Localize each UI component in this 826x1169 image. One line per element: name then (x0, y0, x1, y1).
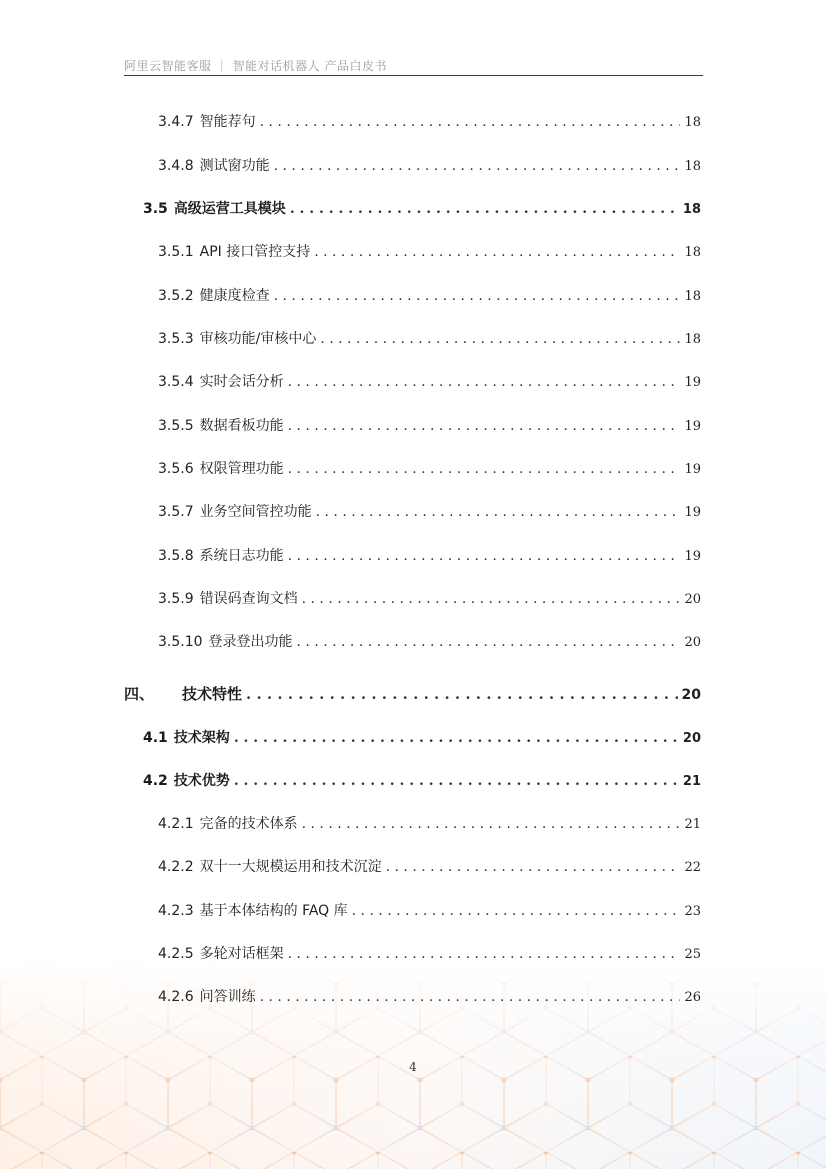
toc-entry-title: 多轮对话框架 (199, 946, 284, 962)
toc-entry-number: 3.5.5 (158, 418, 194, 434)
toc-entry-title: 登录登出功能 (208, 634, 293, 650)
toc-entry[interactable] (143, 200, 701, 219)
toc-entry[interactable] (158, 373, 701, 392)
toc-dot-leader (320, 330, 680, 348)
page-header: 阿里云智能客服 ｜ 智能对话机器人 产品白皮书 (124, 59, 387, 73)
toc-dot-leader (302, 815, 681, 833)
toc-dot-leader (290, 200, 679, 218)
toc-entry-number: 4.2.6 (158, 989, 194, 1005)
toc-entry[interactable] (158, 460, 701, 479)
page-number: 4 (409, 1060, 417, 1074)
toc-entry[interactable] (158, 815, 701, 834)
toc-entry[interactable] (158, 547, 701, 566)
toc-entry-title: 测试窗功能 (199, 158, 270, 174)
toc-dot-leader (297, 633, 681, 651)
toc-entry-number: 3.5.3 (158, 331, 194, 347)
toc-entry-number: 3.5.1 (158, 244, 194, 260)
toc-entry-number: 3.5.2 (158, 288, 194, 304)
toc-dot-leader (260, 113, 681, 131)
toc-entry-number: 3.4.7 (158, 114, 194, 130)
toc-entry[interactable] (158, 287, 701, 306)
toc-entry-title: 错误码查询文档 (199, 591, 298, 607)
toc-entry[interactable] (158, 417, 701, 436)
toc-dot-leader (288, 547, 681, 565)
toc-entry-page: 25 (684, 947, 701, 962)
toc-entry-title: 基于本体结构的 FAQ 库 (199, 903, 348, 919)
toc-entry-page: 19 (684, 549, 701, 564)
toc-entry-title: 双十一大规模运用和技术沉淀 (199, 859, 382, 875)
toc-entry-page: 19 (684, 419, 701, 434)
toc-entry[interactable] (158, 113, 701, 132)
toc-entry-page: 18 (684, 159, 701, 174)
toc-dot-leader (288, 373, 681, 391)
toc-dot-leader (302, 590, 681, 608)
toc-entry-number: 4.2.3 (158, 903, 194, 919)
toc-dot-leader (314, 243, 680, 261)
toc-entry-page: 23 (684, 904, 701, 919)
toc-entry-number: 3.4.8 (158, 158, 194, 174)
toc-dot-leader (234, 772, 679, 790)
toc-dot-leader (316, 503, 681, 521)
toc-entry[interactable] (158, 243, 701, 262)
toc-entry-number: 3.5.7 (158, 504, 194, 520)
toc-entry-number: 3.5 (143, 201, 168, 217)
toc-entry-number: 3.5.10 (158, 634, 203, 650)
toc-entry-title: 智能荐句 (199, 114, 256, 130)
toc-entry-number: 3.5.4 (158, 374, 194, 390)
toc-dot-leader (288, 417, 681, 435)
toc-entry[interactable] (158, 503, 701, 522)
toc-entry-title: 数据看板功能 (199, 418, 284, 434)
toc-entry-number: 四、 (124, 685, 155, 703)
toc-entry-page: 18 (684, 289, 701, 304)
toc-entry-page: 20 (681, 687, 701, 703)
toc-entry-title: 问答训练 (199, 989, 256, 1005)
toc-entry-title: 健康度检查 (199, 288, 270, 304)
toc-entry-page: 21 (682, 774, 701, 789)
toc-entry-page: 19 (684, 375, 701, 390)
toc-entry[interactable] (158, 858, 701, 877)
toc-entry-number: 4.2 (143, 773, 168, 789)
toc-entry-page: 21 (684, 817, 701, 832)
toc-entry-title: 技术特性 (182, 685, 243, 703)
toc-entry-page: 22 (684, 860, 701, 875)
toc-entry-number: 3.5.8 (158, 548, 194, 564)
toc-entry-page: 19 (684, 462, 701, 477)
toc-dot-leader (246, 685, 678, 703)
toc-entry-page: 19 (684, 505, 701, 520)
toc-entry-page: 18 (684, 245, 701, 260)
toc-dot-leader (288, 460, 681, 478)
toc-entry-number: 4.2.2 (158, 859, 194, 875)
toc-entry-number: 3.5.6 (158, 461, 194, 477)
toc-entry[interactable] (158, 988, 701, 1007)
toc-entry-title: 权限管理功能 (199, 461, 284, 477)
toc-entry-page: 20 (684, 592, 701, 607)
toc-dot-leader (288, 945, 681, 963)
toc-entry-title: 审核功能/审核中心 (199, 331, 317, 347)
toc-entry-number: 3.5.9 (158, 591, 194, 607)
toc-entry-page: 18 (684, 115, 701, 130)
toc-dot-leader (274, 287, 681, 305)
toc-entry[interactable] (158, 902, 701, 921)
toc-entry[interactable] (124, 685, 701, 704)
toc-entry[interactable] (158, 633, 701, 652)
toc-entry-page: 20 (684, 635, 701, 650)
toc-entry-title: API 接口管控支持 (199, 244, 311, 260)
toc-entry-page: 18 (682, 202, 701, 217)
toc-dot-leader (260, 988, 681, 1006)
toc-dot-leader (274, 157, 681, 175)
toc-entry-title: 实时会话分析 (199, 374, 284, 390)
toc-entry-number: 4.2.5 (158, 946, 194, 962)
toc-entry-title: 技术架构 (173, 730, 230, 746)
toc-entry-title: 系统日志功能 (199, 548, 284, 564)
toc-entry[interactable] (158, 330, 701, 349)
toc-entry[interactable] (143, 729, 701, 748)
toc-entry-title: 高级运营工具模块 (173, 201, 286, 217)
toc-entry-number: 4.1 (143, 730, 168, 746)
toc-entry[interactable] (143, 772, 701, 791)
toc-entry-title: 技术优势 (173, 773, 230, 789)
toc-entry[interactable] (158, 945, 701, 964)
toc-dot-leader (386, 858, 681, 876)
toc-entry-page: 18 (684, 332, 701, 347)
toc-entry-title: 完备的技术体系 (199, 816, 298, 832)
toc-entry[interactable] (158, 157, 701, 176)
toc-entry-title: 业务空间管控功能 (199, 504, 312, 520)
toc-entry-number: 4.2.1 (158, 816, 194, 832)
toc-dot-leader (234, 729, 679, 747)
toc-entry[interactable] (158, 590, 701, 609)
toc-dot-leader (352, 902, 681, 920)
toc-entry-page: 26 (684, 990, 701, 1005)
toc-entry-page: 20 (682, 731, 701, 746)
